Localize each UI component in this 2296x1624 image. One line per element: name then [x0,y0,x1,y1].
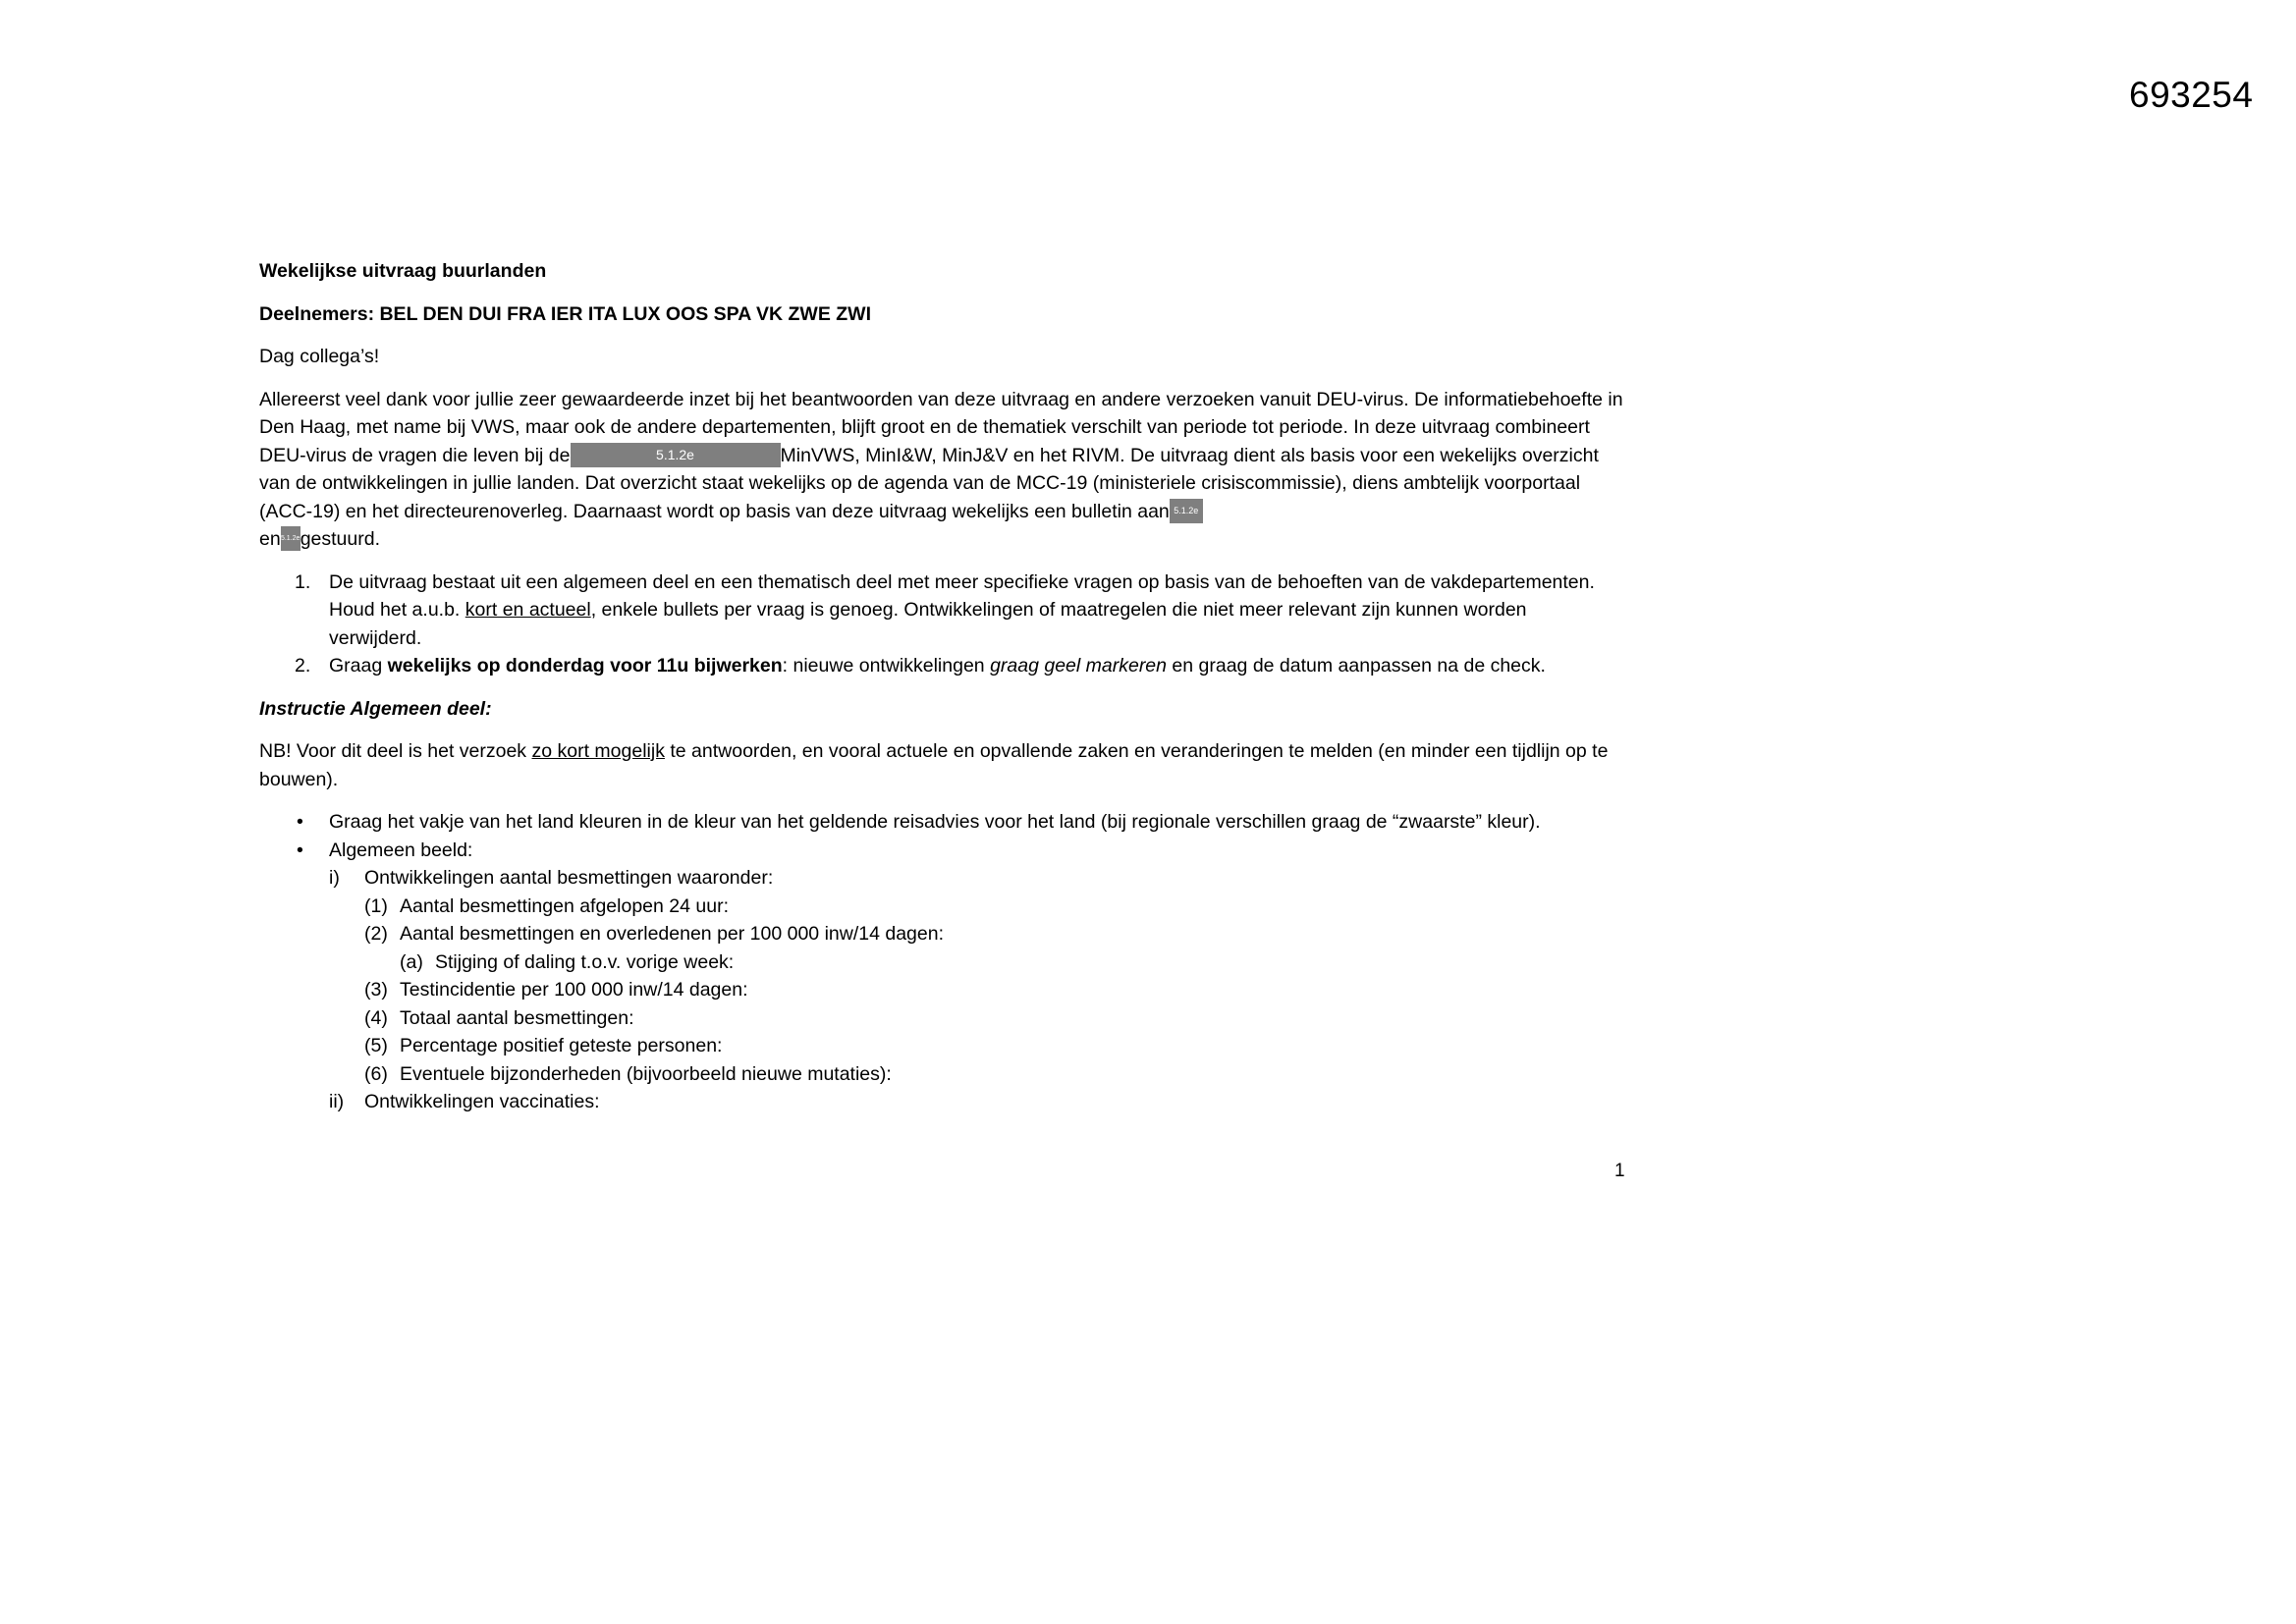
list-marker: (6) [364,1062,388,1085]
bullet-text: Graag het vakje van het land kleuren in de kleur van het geldende reisadvies voor het land (bij regionale verschillen graag de “zwaarste” kleur). [329,811,1541,833]
redaction-block: 5.1.2e [1170,499,1203,523]
italic-text: graag geel markeren [990,655,1167,677]
list-marker: (4) [364,1006,388,1029]
nb-paragraph [259,737,1624,793]
bullet-icon: • [297,839,303,861]
list-marker: (a) [400,950,423,973]
sub-list-item [259,893,1624,921]
redaction-block: 5.1.2e [571,443,781,467]
list-marker: (3) [364,979,388,1001]
bullet-item [259,808,1624,837]
sub-list-item [259,864,1624,893]
list-text: , enkele bullets per vraag is genoeg. Ontwikkelingen of maatregelen die niet meer relevant zijn kunnen worden verwijderd. [329,599,1527,649]
list-number: 1. [295,570,311,593]
list-text: Stijging of daling t.o.v. vorige week: [435,950,735,973]
instructie-heading-text: Instructie Algemeen deel: [259,697,492,720]
list-marker: ii) [329,1091,345,1112]
sub-list-item [259,1032,1624,1060]
list-text: Graag [329,655,388,677]
nb-text: te antwoorden, en vooral actuele en opvallende zaken en veranderingen te melden (en minder een tijdlijn op te bouwen). [259,740,1609,790]
underlined-text: kort en actueel [465,599,591,621]
document-title: Wekelijkse uitvraag buurlanden [259,260,547,282]
intro-text-4: gestuurd. [300,528,381,550]
document-id: 693254 [2129,75,2254,115]
greeting: Dag collega’s! [259,346,380,367]
list-marker: (5) [364,1035,388,1056]
list-text: Eventuele bijzonderheden (bijvoorbeeld nieuwe mutaties): [400,1062,892,1085]
page-number: 1 [1614,1161,1625,1181]
list-item [259,652,1624,680]
intro-text-1: Allereerst veel dank voor jullie zeer gewaardeerde inzet bij het beantwoorden van deze uitvraag en andere verzoeken vanuit DEU-virus. De informatiebehoefte in Den Haag, met name bij VWS, maar ook de andere departementen, blijft groot en de thematiek verschilt van periode tot periode. In deze uitvraag combineert DEU-virus de vragen die leven bij de [259,388,1623,466]
bullet-text: Algemeen beeld: [329,839,473,861]
list-text: Percentage positief geteste personen: [400,1035,723,1056]
instructie-heading [259,695,1624,724]
sub-list-item [259,1004,1624,1033]
sub-list-item [259,1088,1624,1116]
bullet-icon: • [297,811,303,833]
bold-text: wekelijks op donderdag voor 11u bijwerken [387,655,783,677]
sub-list-item [259,976,1624,1004]
list-text: Aantal besmettingen afgelopen 24 uur: [400,894,729,917]
bullet-item [259,837,1624,1116]
list-marker: i) [329,867,340,889]
list-text: Totaal aantal besmettingen: [400,1006,634,1029]
intro-paragraph [259,386,1624,554]
intro-text-3: en [259,528,281,550]
numbered-list [259,568,1624,680]
list-marker: (2) [364,923,388,945]
list-text: Testincidentie per 100 000 inw/14 dagen: [400,979,748,1001]
list-text: Aantal besmettingen en overledenen per 100 000 inw/14 dagen: [400,923,944,945]
list-number: 2. [295,655,311,677]
sub-list-item [259,1060,1624,1089]
sub-list-item [259,948,1624,977]
bullet-list [259,808,1624,1116]
list-text: Ontwikkelingen aantal besmettingen waaronder: [364,867,774,889]
list-item [259,568,1624,653]
document-body [259,257,1624,1116]
list-text: en graag de datum aanpassen na de check. [1167,655,1546,677]
underlined-text: zo kort mogelijk [531,740,665,762]
sub-list-item [259,920,1624,948]
participants-line: Deelnemers: BEL DEN DUI FRA IER ITA LUX OOS SPA VK ZWE ZWI [259,302,871,325]
list-marker: (1) [364,894,388,917]
redaction-block: 5.1.2e [281,526,301,551]
intro-text-2: MinVWS, MinI&W, MinJ&V en het RIVM. De uitvraag dient als basis voor een wekelijks overzicht van de ontwikkelingen in jullie landen. Dat overzicht staat wekelijks op de agenda van de MCC-19 (ministeriele crisiscommissie), diens ambtelijk voorportaal (ACC-19) en het directeurenoverleg. Daarnaast wordt op basis van deze uitvraag wekelijks een bulletin aan [259,444,1599,522]
nb-text: NB! Voor dit deel is het verzoek [259,740,532,762]
list-text: Ontwikkelingen vaccinaties: [364,1091,600,1112]
list-text: De uitvraag bestaat uit een algemeen deel en een thematisch deel met meer specifieke vragen op basis van de behoeften van de vakdepartementen. Houd het a.u.b. [329,570,1595,621]
list-text: : nieuwe ontwikkelingen [782,655,991,677]
